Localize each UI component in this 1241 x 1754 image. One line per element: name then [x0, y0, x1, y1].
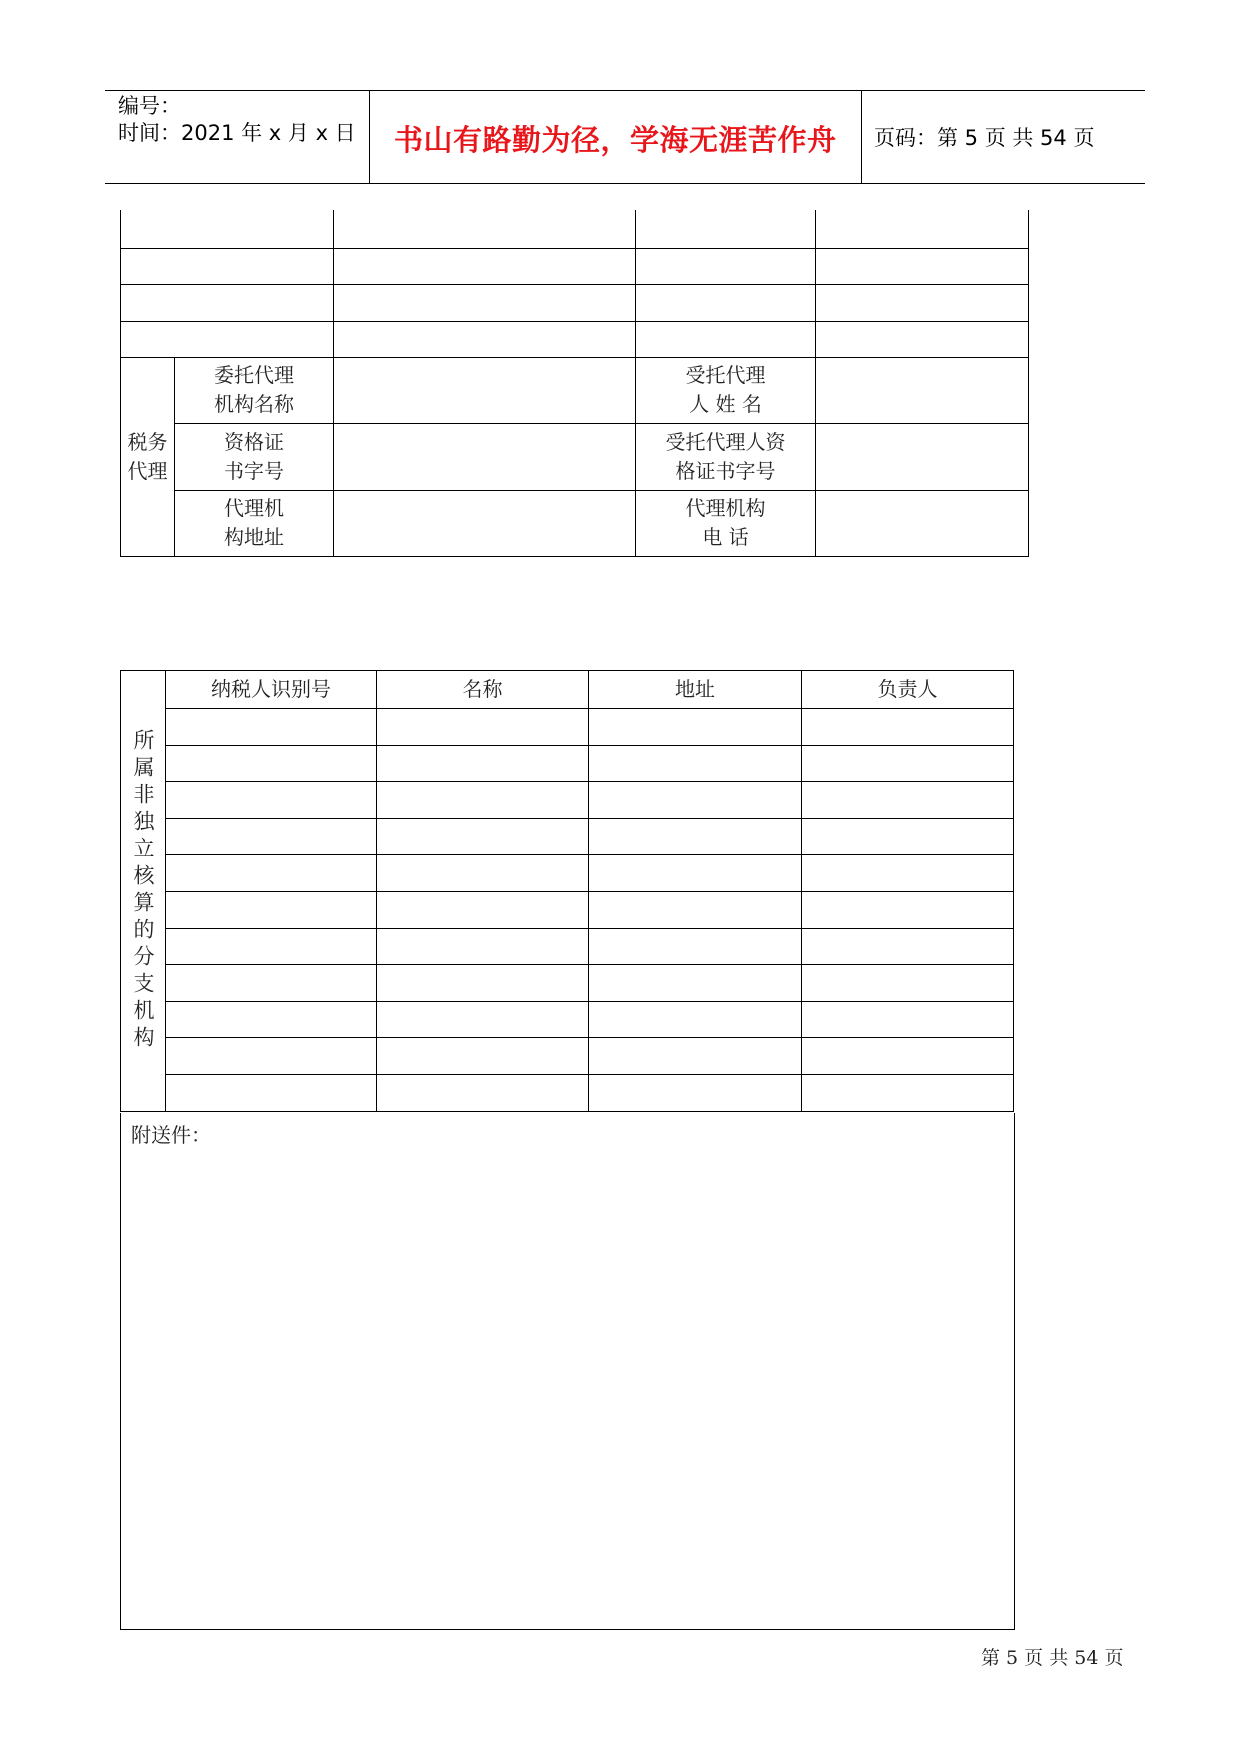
- table-cell[interactable]: [589, 965, 802, 1002]
- qualification-cert-value[interactable]: [334, 423, 636, 490]
- table-cell: [636, 321, 816, 357]
- agent-row-1: [121, 357, 1029, 423]
- table-cell[interactable]: [589, 745, 802, 782]
- header-divider-right: [861, 90, 862, 184]
- agent-phone-label: 代理机构 电 话: [636, 490, 816, 556]
- table-cell[interactable]: [166, 709, 377, 746]
- table-cell: [334, 248, 636, 284]
- table-cell[interactable]: [377, 1038, 589, 1075]
- table-cell[interactable]: [377, 782, 589, 819]
- table-cell[interactable]: [802, 1001, 1014, 1038]
- table-row: [121, 321, 1029, 357]
- table-cell[interactable]: [166, 818, 377, 855]
- table-cell: [636, 210, 816, 248]
- table-row: [121, 284, 1029, 321]
- table-cell[interactable]: [589, 891, 802, 928]
- table-cell: [816, 210, 1029, 248]
- agent-address-label: 代理机 构地址: [175, 490, 334, 556]
- table-row: [121, 210, 1029, 248]
- column-header-taxpayer-id: 纳税人识别号: [166, 671, 377, 709]
- table-cell[interactable]: [377, 855, 589, 892]
- agent-person-cert-label: 受托代理人资 格证书字号: [636, 423, 816, 490]
- branch-table: [120, 670, 1014, 1112]
- table-cell[interactable]: [589, 1074, 802, 1111]
- table-cell[interactable]: [377, 745, 589, 782]
- header-top-rule: [105, 90, 1145, 91]
- table-cell: [334, 210, 636, 248]
- agent-address-value[interactable]: [334, 490, 636, 556]
- table-cell[interactable]: [166, 782, 377, 819]
- page-footer: 第 5 页 共 54 页: [981, 1647, 1124, 1669]
- header-page-info: 页码：第 5 页 共 54 页: [874, 126, 1095, 150]
- table-cell[interactable]: [377, 965, 589, 1002]
- branch-header-row: [121, 671, 1014, 709]
- table-cell: [816, 284, 1029, 321]
- table-row: [121, 745, 1014, 782]
- table-cell[interactable]: [166, 1001, 377, 1038]
- table-cell: [334, 284, 636, 321]
- table-cell[interactable]: [166, 891, 377, 928]
- table-cell: [121, 284, 334, 321]
- attachments-box[interactable]: [120, 1113, 1015, 1630]
- table-cell[interactable]: [377, 928, 589, 965]
- column-header-person-in-charge: 负责人: [802, 671, 1014, 709]
- table-cell[interactable]: [166, 745, 377, 782]
- agent-org-name-label: 委托代理 机构名称: [175, 357, 334, 423]
- table-cell: [334, 321, 636, 357]
- table-row: [121, 248, 1029, 284]
- agent-person-name-label: 受托代理 人 姓 名: [636, 357, 816, 423]
- table-row: [121, 709, 1014, 746]
- table-cell[interactable]: [589, 818, 802, 855]
- table-cell[interactable]: [589, 1038, 802, 1075]
- table-cell[interactable]: [802, 709, 1014, 746]
- table-cell[interactable]: [166, 928, 377, 965]
- table-cell[interactable]: [802, 891, 1014, 928]
- table-cell[interactable]: [166, 1038, 377, 1075]
- table-cell[interactable]: [589, 1001, 802, 1038]
- table-cell[interactable]: [802, 1074, 1014, 1111]
- header-divider-left: [369, 90, 370, 184]
- branch-side-label: 所属非独立核算的分支机构: [121, 671, 166, 1112]
- header-motto: 书山有路勤为径，学海无涯苦作舟: [394, 123, 837, 157]
- agent-row-3: [121, 490, 1029, 556]
- table-cell[interactable]: [802, 928, 1014, 965]
- table-row: [121, 1001, 1014, 1038]
- table-cell[interactable]: [377, 891, 589, 928]
- header-bottom-rule: [105, 183, 1145, 184]
- table-cell[interactable]: [377, 1074, 589, 1111]
- table-cell: [121, 210, 334, 248]
- table-row: [121, 1038, 1014, 1075]
- table-cell[interactable]: [802, 782, 1014, 819]
- table-cell[interactable]: [802, 745, 1014, 782]
- column-header-name: 名称: [377, 671, 589, 709]
- column-header-address: 地址: [589, 671, 802, 709]
- table-cell[interactable]: [802, 965, 1014, 1002]
- agent-person-cert-value[interactable]: [816, 423, 1029, 490]
- table-cell[interactable]: [802, 855, 1014, 892]
- document-number-label: 编号：: [118, 94, 181, 118]
- table-cell[interactable]: [589, 928, 802, 965]
- tax-agent-side-label: 税务 代理: [121, 357, 175, 556]
- agent-row-2: [121, 423, 1029, 490]
- table-row: [121, 965, 1014, 1002]
- table-row: [121, 818, 1014, 855]
- table-row: [121, 928, 1014, 965]
- table-cell[interactable]: [802, 818, 1014, 855]
- tax-agent-table: [120, 210, 1029, 557]
- table-row: [121, 1074, 1014, 1111]
- table-cell[interactable]: [377, 1001, 589, 1038]
- table-cell[interactable]: [166, 965, 377, 1002]
- table-cell: [816, 321, 1029, 357]
- table-cell[interactable]: [589, 709, 802, 746]
- table-cell[interactable]: [589, 855, 802, 892]
- table-cell[interactable]: [377, 818, 589, 855]
- table-cell: [121, 248, 334, 284]
- table-cell[interactable]: [166, 1074, 377, 1111]
- table-cell[interactable]: [589, 782, 802, 819]
- table-cell[interactable]: [377, 709, 589, 746]
- table-row: [121, 782, 1014, 819]
- document-time: 时间：2021 年 x 月 x 日: [118, 121, 356, 145]
- table-cell[interactable]: [802, 1038, 1014, 1075]
- table-cell[interactable]: [166, 855, 377, 892]
- table-cell: [636, 284, 816, 321]
- table-row: [121, 891, 1014, 928]
- table-cell: [636, 248, 816, 284]
- attachments-label: 附送件：: [131, 1123, 211, 1147]
- agent-org-name-value[interactable]: [334, 357, 636, 423]
- agent-person-name-value[interactable]: [816, 357, 1029, 423]
- agent-phone-value[interactable]: [816, 490, 1029, 556]
- qualification-cert-label: 资格证 书字号: [175, 423, 334, 490]
- table-cell: [816, 248, 1029, 284]
- table-row: [121, 855, 1014, 892]
- table-cell: [121, 321, 334, 357]
